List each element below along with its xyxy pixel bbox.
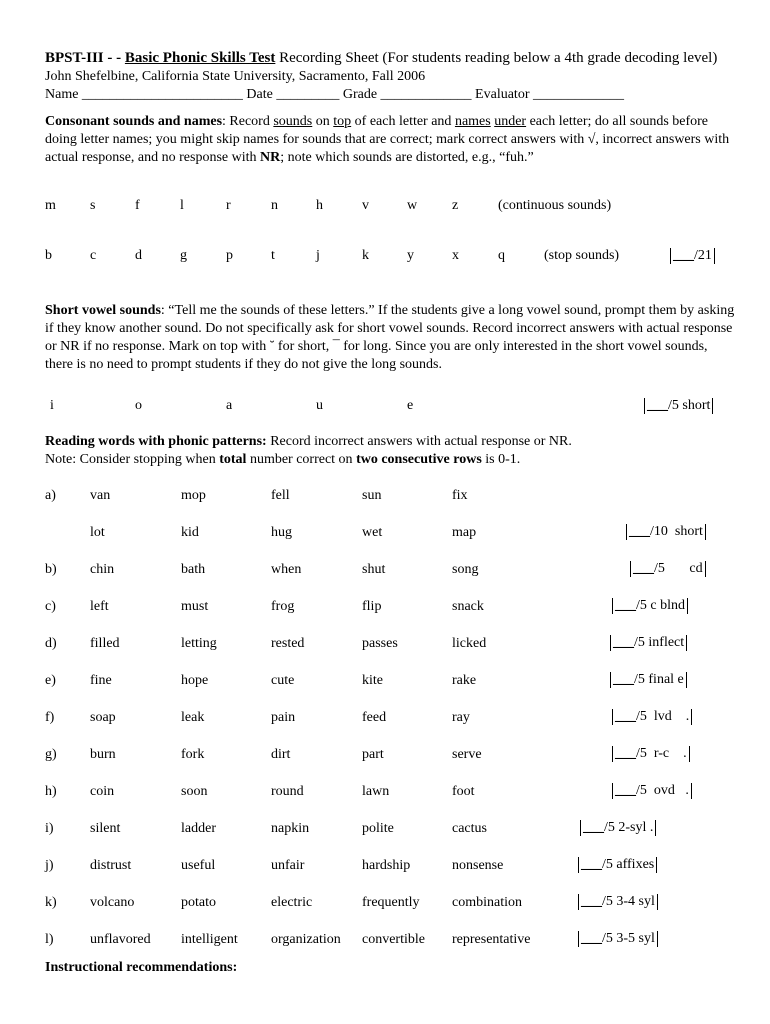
- score-blank: ___: [615, 598, 636, 613]
- vowel-score: /5 short: [668, 398, 711, 413]
- word-cell: volcano: [90, 895, 135, 910]
- consonant-text-1: : Record: [222, 114, 274, 129]
- word-cell: lawn: [362, 784, 390, 799]
- row-score-box[interactable]: [612, 746, 690, 762]
- letter-x: x: [452, 248, 459, 263]
- word-cell: kite: [362, 673, 383, 688]
- score-blank: ___: [629, 524, 650, 539]
- word-cell: passes: [362, 636, 398, 651]
- row-score: /5 cd: [654, 561, 703, 576]
- row-label: d): [45, 636, 57, 651]
- letter-w: w: [407, 198, 418, 213]
- note-text-3: is 0-1.: [481, 452, 521, 467]
- recommendations-heading: Instructional recommendations:: [45, 960, 238, 975]
- vowel-text: : “Tell me the sounds of these letters.” If the students give a long vowel sound, prompt them by asking if they know another sound. Do not specifically ask for short vowel sounds. Record incorrect answers with actual response or NR if no response. Mark on top with ˘ for short, ¯ for long. Since you are only interested in the short vowel sounds, there is no need to prompt students if they do not give the long sounds.: [45, 303, 735, 372]
- word-cell: napkin: [271, 821, 310, 836]
- word-cell: intelligent: [181, 932, 238, 947]
- letter-r: r: [226, 198, 231, 213]
- row-score-box[interactable]: [610, 635, 687, 651]
- consonant-sounds-word: sounds: [273, 114, 313, 129]
- row-score-box[interactable]: [612, 709, 692, 725]
- letter-l: l: [180, 198, 184, 213]
- word-cell: left: [90, 599, 109, 614]
- word-cell: fell: [271, 488, 290, 503]
- row-score: /5 3-4 syl: [602, 894, 655, 909]
- word-cell: chin: [90, 562, 115, 577]
- word-cell: filled: [90, 636, 120, 651]
- note-total: total: [219, 452, 247, 467]
- row-score: /5 2-syl .: [604, 820, 654, 835]
- word-cell: map: [452, 525, 477, 540]
- row-label: k): [45, 895, 57, 910]
- score-blank: ___: [581, 894, 602, 909]
- score-blank: ___: [581, 931, 602, 946]
- row-label: h): [45, 784, 57, 799]
- word-cell: burn: [90, 747, 116, 762]
- word-cell: hug: [271, 525, 292, 540]
- row-score: /5 affixes: [602, 857, 655, 872]
- consonant-text-2: on: [312, 114, 334, 129]
- vowel-a: a: [226, 398, 233, 413]
- word-cell: organization: [271, 932, 341, 947]
- word-row: [0, 488, 770, 508]
- word-cell: snack: [452, 599, 484, 614]
- letter-j: j: [316, 248, 320, 263]
- continuous-sounds-row: [0, 198, 770, 218]
- row-score: /5 lvd .: [636, 709, 690, 724]
- letter-n: n: [271, 198, 278, 213]
- row-label: f): [45, 710, 55, 725]
- letter-v: v: [362, 198, 369, 213]
- row-label: a): [45, 488, 56, 503]
- row-score-box[interactable]: [630, 561, 706, 577]
- word-cell: song: [452, 562, 479, 577]
- vowel-heading: Short vowel sounds: [45, 303, 161, 318]
- word-cell: nonsense: [452, 858, 504, 873]
- row-label: i): [45, 821, 54, 836]
- consonant-names-word: names: [454, 114, 491, 129]
- word-cell: serve: [452, 747, 482, 762]
- consonant-under-word: under: [494, 114, 527, 129]
- consonant-top-word: top: [333, 114, 352, 129]
- word-cell: potato: [181, 895, 216, 910]
- row-score-box[interactable]: [578, 931, 658, 947]
- word-cell: convertible: [362, 932, 425, 947]
- row-score-box[interactable]: [580, 820, 656, 836]
- word-cell: hardship: [362, 858, 411, 873]
- letter-m: m: [45, 198, 56, 213]
- word-cell: fork: [181, 747, 205, 762]
- row-score-box[interactable]: [612, 598, 688, 614]
- vowel-o: o: [135, 398, 142, 413]
- word-cell: useful: [181, 858, 216, 873]
- author-line: John Shefelbine, California State University, Sacramento, Fall 2006: [45, 69, 426, 84]
- word-cell: combination: [452, 895, 522, 910]
- words-instructions: [45, 433, 735, 469]
- word-cell: unfair: [271, 858, 305, 873]
- word-cell: lot: [90, 525, 105, 540]
- stop-sounds-row: [0, 248, 770, 268]
- letter-c: c: [90, 248, 97, 263]
- letter-k: k: [362, 248, 369, 263]
- row-score-box[interactable]: [612, 783, 692, 799]
- word-cell: flip: [362, 599, 382, 614]
- score-blank: ___: [583, 820, 604, 835]
- score-blank: ___: [581, 857, 602, 872]
- vowel-i: i: [50, 398, 54, 413]
- row-label: g): [45, 747, 57, 762]
- word-cell: mop: [181, 488, 206, 503]
- word-cell: unflavored: [90, 932, 151, 947]
- word-cell: cute: [271, 673, 295, 688]
- word-cell: shut: [362, 562, 386, 577]
- note-text-1: Note: Consider stopping when: [45, 452, 220, 467]
- score-blank: ___: [615, 783, 636, 798]
- word-cell: sun: [362, 488, 382, 503]
- letter-s: s: [90, 198, 96, 213]
- score-blank: ___: [633, 561, 654, 576]
- title-bold: BPST-III - -: [45, 50, 125, 66]
- row-score-box[interactable]: [610, 672, 687, 688]
- letter-d: d: [135, 248, 142, 263]
- word-cell: van: [90, 488, 111, 503]
- vowel-u: u: [316, 398, 323, 413]
- word-cell: frog: [271, 599, 295, 614]
- student-info-line: Name _______________________ Date _________ Grade _____________ Evaluator _____________: [45, 87, 624, 102]
- letter-f: f: [135, 198, 140, 213]
- word-cell: wet: [362, 525, 383, 540]
- word-cell: when: [271, 562, 302, 577]
- word-cell: electric: [271, 895, 313, 910]
- stop-label: (stop sounds): [544, 248, 620, 263]
- row-score-box[interactable]: [578, 894, 658, 910]
- word-cell: kid: [181, 525, 199, 540]
- word-cell: silent: [90, 821, 121, 836]
- title-test-name: Basic Phonic Skills Test: [124, 50, 276, 66]
- vowel-e: e: [407, 398, 414, 413]
- word-cell: distrust: [90, 858, 132, 873]
- letter-q: q: [498, 248, 505, 263]
- vowel-instructions: [45, 302, 735, 374]
- row-score: /5 c blnd: [636, 598, 685, 613]
- score-blank: ___: [613, 672, 634, 687]
- letter-t: t: [271, 248, 275, 263]
- letter-z: z: [452, 198, 459, 213]
- word-cell: frequently: [362, 895, 420, 910]
- word-cell: soap: [90, 710, 116, 725]
- words-heading: Reading words with phonic patterns:: [45, 434, 267, 449]
- title-rest: Recording Sheet (For students reading below a 4th grade decoding level): [275, 50, 718, 66]
- score-blank: ___: [613, 635, 634, 650]
- word-cell: rested: [271, 636, 305, 651]
- letter-p: p: [226, 248, 233, 263]
- row-label: b): [45, 562, 57, 577]
- word-cell: fine: [90, 673, 112, 688]
- score-blank: ___: [647, 398, 668, 413]
- row-label: c): [45, 599, 56, 614]
- row-score: /5 final e: [634, 672, 684, 687]
- word-cell: bath: [181, 562, 206, 577]
- word-cell: rake: [452, 673, 477, 688]
- word-cell: pain: [271, 710, 296, 725]
- row-score-box[interactable]: [626, 524, 706, 540]
- word-cell: must: [181, 599, 209, 614]
- row-score-box[interactable]: [578, 857, 657, 873]
- consonant-heading: Consonant sounds and names: [45, 114, 223, 129]
- word-cell: polite: [362, 821, 394, 836]
- consonant-instructions: [45, 113, 735, 167]
- score-blank: ___: [673, 248, 694, 263]
- consonant-text-3: of each letter and: [351, 114, 455, 129]
- row-score: /5 inflect: [634, 635, 685, 650]
- row-label: j): [45, 858, 54, 873]
- word-cell: representative: [452, 932, 531, 947]
- consonant-text-5: each letter; do all sounds before doing letter names; you might skip names for sounds that are correct; mark correct answers with √, incorrect answers with actual response, and no response with: [45, 114, 730, 165]
- word-cell: part: [362, 747, 384, 762]
- word-cell: cactus: [452, 821, 487, 836]
- score-blank: ___: [615, 746, 636, 761]
- title-line: [45, 50, 717, 67]
- letter-y: y: [407, 248, 414, 263]
- word-cell: letting: [181, 636, 217, 651]
- word-cell: feed: [362, 710, 387, 725]
- consonant-nr-word: NR: [260, 150, 281, 165]
- vowel-score-box[interactable]: [644, 398, 713, 414]
- row-score: /5 3-5 syl: [602, 931, 655, 946]
- word-cell: licked: [452, 636, 487, 651]
- word-cell: round: [271, 784, 304, 799]
- letter-g: g: [180, 248, 187, 263]
- row-label: e): [45, 673, 56, 688]
- note-rows: two consecutive rows: [356, 452, 482, 467]
- word-cell: dirt: [271, 747, 291, 762]
- consonant-score-box[interactable]: [670, 248, 715, 264]
- consonant-text-6: ; note which sounds are distorted, e.g., “fuh.”: [280, 150, 534, 165]
- word-cell: ladder: [181, 821, 216, 836]
- row-score: /10 short: [650, 524, 703, 539]
- row-score: /5 ovd .: [636, 783, 689, 798]
- row-score: /5 r-c .: [636, 746, 687, 761]
- word-cell: hope: [181, 673, 209, 688]
- words-text: Record incorrect answers with actual response or NR.: [266, 434, 572, 449]
- score-blank: ___: [615, 709, 636, 724]
- letter-h: h: [316, 198, 323, 213]
- continuous-label: (continuous sounds): [498, 198, 612, 213]
- word-cell: fix: [452, 488, 468, 503]
- consonant-score: /21: [694, 248, 712, 263]
- word-cell: leak: [181, 710, 205, 725]
- word-cell: ray: [452, 710, 470, 725]
- row-label: l): [45, 932, 54, 947]
- word-cell: coin: [90, 784, 115, 799]
- note-text-2: number correct on: [246, 452, 357, 467]
- word-cell: foot: [452, 784, 475, 799]
- word-cell: soon: [181, 784, 208, 799]
- letter-b: b: [45, 248, 52, 263]
